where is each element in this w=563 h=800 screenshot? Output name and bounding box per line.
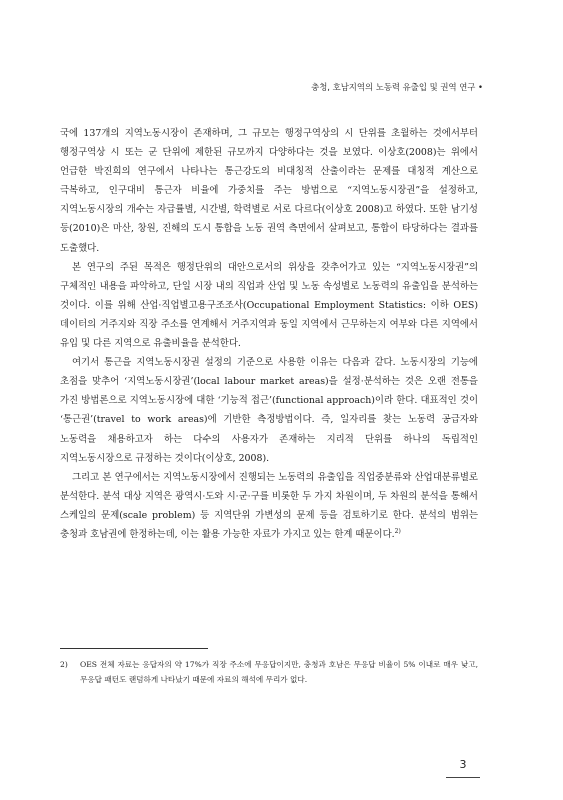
footnote-divider xyxy=(60,648,208,649)
body-text xyxy=(60,124,478,544)
paragraph-3: 여기서 통근을 지역노동시장권 설정의 기준으로 사용한 이유는 다음과 같다. 노동시장의 기능에 초점을 맞추어 ‘지역노동시장권’(local labour market areas)을 설정·분석하는 것은 오랜 전통을 가진 방법론으로 지역노동시장에 대한 ‘기능적 접근’(functional approach)이라 한다. 대표적인 것이 ‘통근권’(travel to work areas)에 기반한 측정방법이다. 즉, 일자리를 찾는 노동력 공급자와 노동력을 채용하고자 하는 다수의 사용자가 존재하는 지리적 단위를 하나의 독립적인 지역노동시장으로 규정하는 것이다(이상호, 2008). xyxy=(60,357,478,464)
footnote xyxy=(60,657,478,687)
footnote-text: OES 전체 자료는 응답자의 약 17%가 직장 주소에 무응답이지만, 충청과 호남은 무응답 비율이 5% 이내로 매우 낮고, 무응답 패턴도 랜덤하게 나타났기 때문에 자료의 해석에 무리가 없다. xyxy=(80,660,478,684)
paragraph-2: 본 연구의 주된 목적은 행정단위의 대안으로서의 위상을 갖추어가고 있는 “지역노동시장권”의 구체적인 내용을 파악하고, 단일 시장 내의 직업과 산업 및 노동 속성별로 노동력의 유출입을 분석하는 것이다. 이를 위해 산업·직업별고용구조조사(Occupational Employment Statistics: 이하 OES) 데이터의 거주지와 직장 주소를 연계해서 거주지역과 동일 지역에서 근무하는지 여부와 다른 지역에서 유입 및 다른 지역으로 유출비율을 분석한다. xyxy=(60,261,478,350)
footnote-number: 2) xyxy=(60,660,68,669)
paragraph-4-text: 그리고 본 연구에서는 지역노동시장에서 진행되는 노동력의 유출입을 직업중분류와 산업대분류별로 분석한다. 분석 대상 지역은 광역시·도와 시·군·구를 비롯한 두 가지 차원이며, 두 차원의 분석을 통해서 스케일의 문제(scale problem) 등 지역단위 가변성의 문제 등을 검토하기로 한다. 분석의 범위는 충청과 호남권에 한정하는데, 이는 활용 가능한 자료가 가지고 있는 한계 때문이다. xyxy=(60,471,478,540)
paragraph-4 xyxy=(60,468,478,544)
running-header: 충청, 호남지역의 노동력 유출입 및 권역 연구 • xyxy=(311,82,483,92)
paragraph-1: 국에 137개의 지역노동시장이 존재하며, 그 규모는 행정구역상의 시 단위를 초월하는 것에서부터 행정구역상 시 또는 군 단위에 제한된 규모까지 다양하다는 것을 보였다. 이상호(2008)는 위에서 언급한 박진희의 연구에서 나타나는 통근강도의 비대칭적 산출이라는 문제를 대칭적 계산으로 극복하고, 인구대비 통근자 비율에 가중치를 주는 방법으로 “지역노동시장권”을 설정하고, 지역노동시장의 개수는 자급률별, 시간별, 학력별로 서로 다르다(이상호 2008)고 하였다. 또한 남기성 등(2010)은 마산, 창원, 진해의 도시 통합을 노동 권역 측면에서 살펴보고, 통합이 타당하다는 결과를 도출했다. xyxy=(60,128,478,254)
footnote-ref[interactable]: 2) xyxy=(394,527,401,535)
page-number: 3 xyxy=(459,758,467,771)
page-number-rule xyxy=(446,777,480,778)
